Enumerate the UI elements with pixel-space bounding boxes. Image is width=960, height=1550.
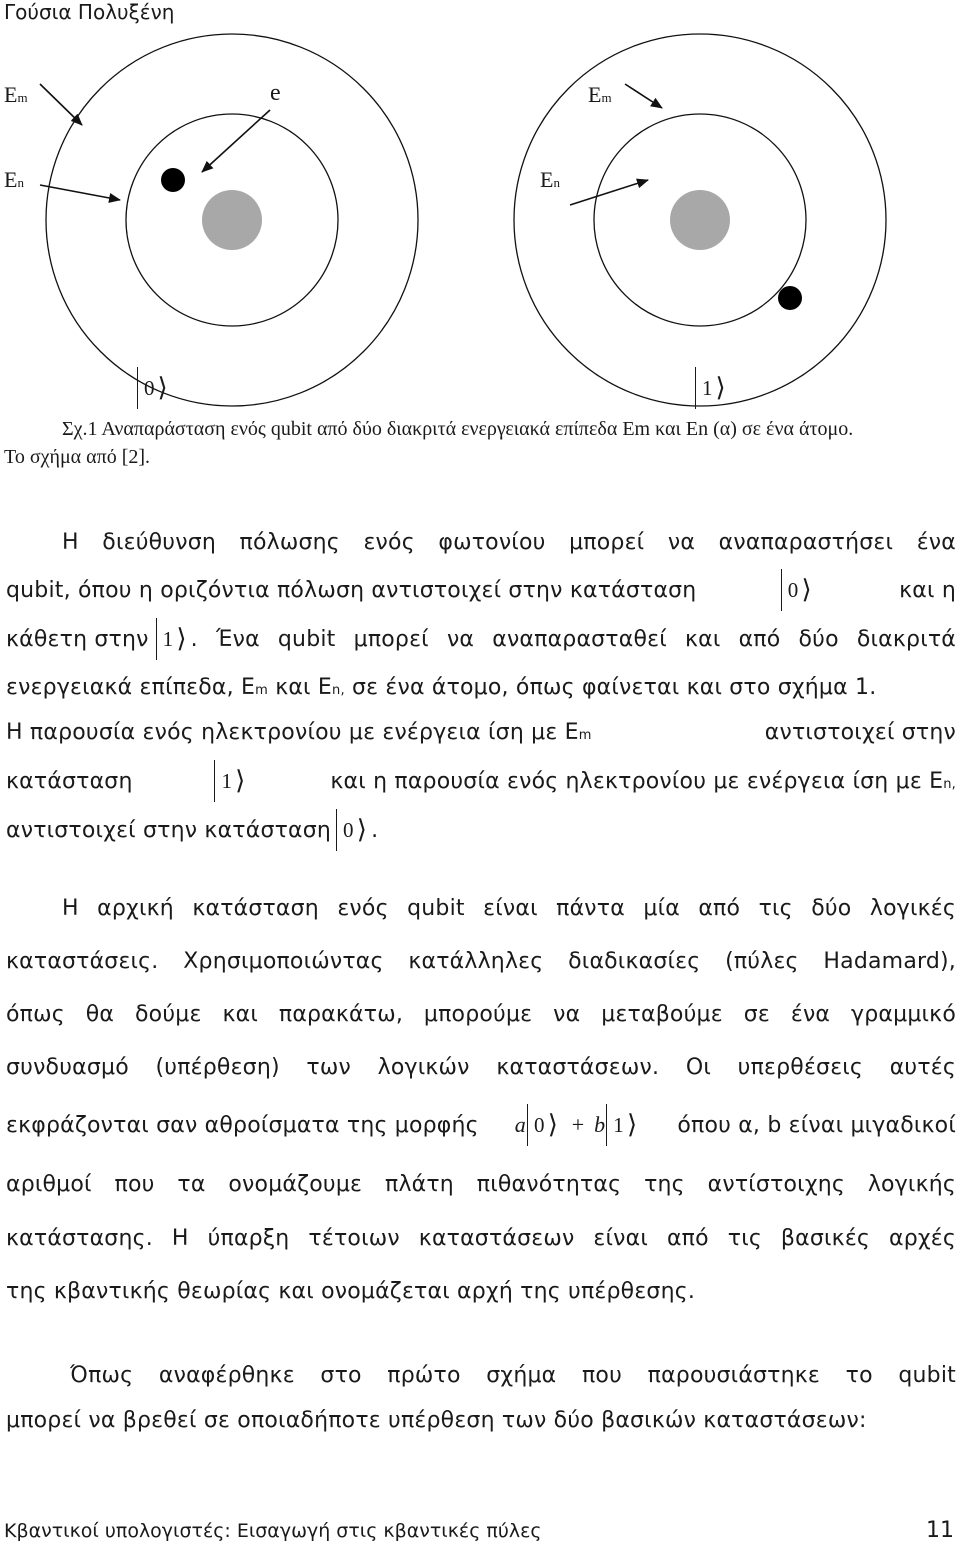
p1-line5: Η παρουσία ενός ηλεκτρονίου με ενέργεια ίση με Εm αντιστοιχεί στην xyxy=(6,720,956,745)
figure-caption-line2: Το σχήμα από [2]. xyxy=(4,446,151,468)
arrow-en-right xyxy=(570,180,648,205)
p2-line1: Η αρχική κατάσταση ενός qubit είναι πάντα μία από τις δύο λογικές xyxy=(62,896,956,921)
right-electron xyxy=(778,286,802,310)
label-en-left: En xyxy=(4,167,24,192)
p2-line8: της κβαντικής θεωρίας και ονομάζεται αρχή της υπέρθεσης. xyxy=(6,1279,696,1304)
arrow-e xyxy=(202,110,270,172)
p3-line1: Όπως αναφέρθηκε στο πρώτο σχήμα που παρουσιάστηκε το qubit xyxy=(70,1363,956,1388)
ket-zero-label: 0 ⟩ xyxy=(136,373,172,403)
p2-line4: συνδυασμό (υπέρθεση) των λογικών καταστάσεων. Οι υπερθέσεις αυτές xyxy=(6,1055,956,1080)
p2-line7: κατάστασης. Η ύπαρξη τέτοιων καταστάσεων είναι από τις βασικές αρχές xyxy=(6,1226,956,1251)
label-em-right: Em xyxy=(588,82,612,107)
label-electron: e xyxy=(270,80,281,106)
p2-line6: αριθμοί που τα ονομάζουμε πλάτη πιθανότητας της αντίστοιχης λογικής xyxy=(6,1172,956,1197)
right-nucleus xyxy=(670,190,730,250)
superposition-formula: a 0 ⟩ + b 1 ⟩ xyxy=(515,1110,642,1140)
p2-line5: εκφράζονται σαν αθροίσματα της μορφής a 0 ⟩ + b 1 ⟩ όπου α, b είναι μιγαδικοί xyxy=(6,1110,956,1140)
figure-caption-line1: Σχ.1 Αναπαράσταση ενός qubit από δύο διακριτά ενεργειακά επίπεδα Εm και Εn (α) σε ένα άτομο. xyxy=(62,418,854,440)
p2-line3: όπως θα δούμε και παρακάτω, μπορούμε να μεταβούμε σε ένα γραμμικό xyxy=(6,1002,956,1027)
p1-line6: κατάσταση 1 ⟩ και η παρουσία ενός ηλεκτρονίου με ενέργεια ίση με Εn, xyxy=(6,766,956,796)
ket-one-label: 1 ⟩ xyxy=(694,373,730,403)
arrow-em-right xyxy=(625,84,662,108)
left-nucleus xyxy=(202,190,262,250)
running-header-author: Γούσια Πολυξένη xyxy=(4,0,175,24)
label-en-right: En xyxy=(540,167,560,192)
arrow-en-left xyxy=(40,185,120,200)
p3-line2: μπορεί να βρεθεί σε οποιαδήποτε υπέρθεση των δύο βασικών καταστάσεων: xyxy=(6,1408,867,1433)
p1-line2: qubit, όπου η οριζόντια πόλωση αντιστοιχεί στην κατάσταση 0 ⟩ και η xyxy=(6,575,956,605)
p2-line2: καταστάσεις. Χρησιμοποιώντας κατάλληλες διαδικασίες (πύλες Hadamard), xyxy=(6,949,956,974)
footer-title: Κβαντικοί υπολογιστές: Εισαγωγή στις κβαντικές πύλες xyxy=(4,1520,542,1542)
p1-line7: αντιστοιχεί στην κατάσταση 0 ⟩ . xyxy=(6,815,378,845)
left-electron xyxy=(161,168,185,192)
label-em-left: Em xyxy=(4,82,28,107)
arrow-em-left xyxy=(40,84,82,125)
page-number: 11 xyxy=(926,1518,954,1543)
p1-line3: κάθετη στην 1 ⟩ . Ένα qubit μπορεί να αναπαρασταθεί και από δύο διακριτά xyxy=(6,624,956,654)
p1-line1: Η διεύθυνση πόλωσης ενός φωτονίου μπορεί να αναπαραστήσει ένα xyxy=(62,530,956,555)
p1-line4: ενεργειακά επίπεδα, Εm και Εn, σε ένα άτομο, όπως φαίνεται και στο σχήμα 1. xyxy=(6,675,877,700)
